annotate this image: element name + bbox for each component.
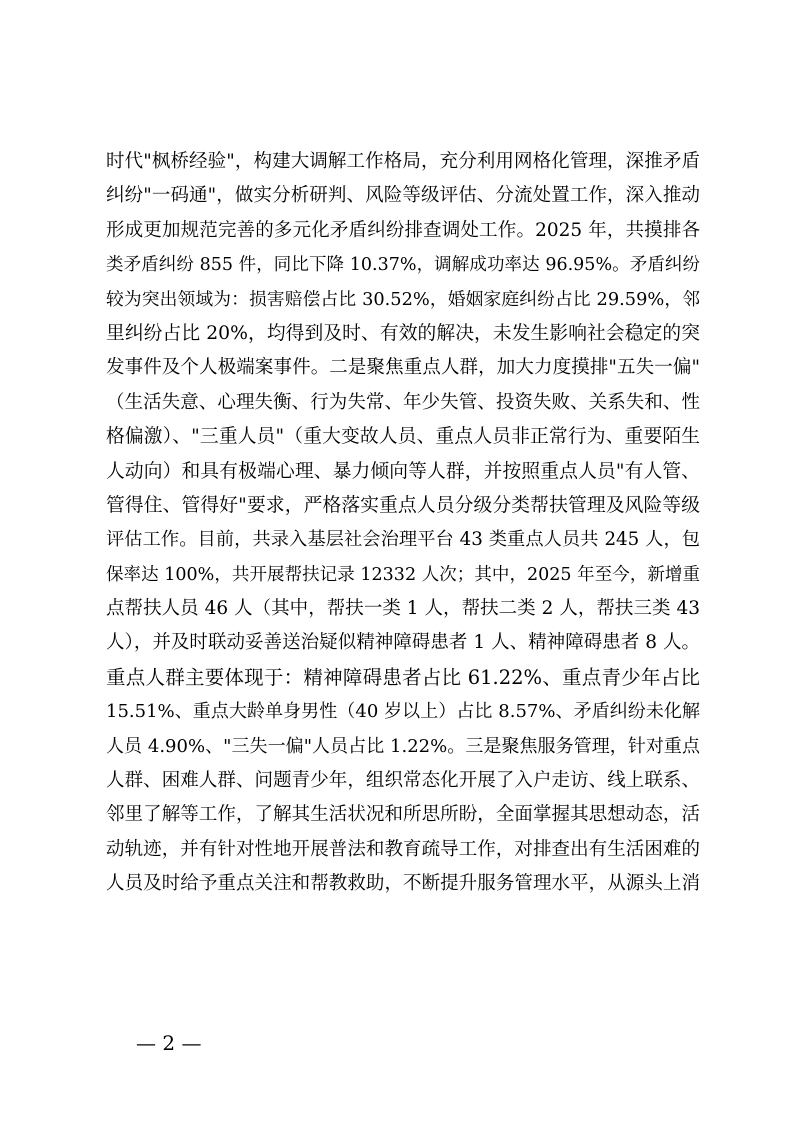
text-line: 类矛盾纠纷 855 件，同比下降 10.37%，调解成功率达 96.95%。矛盾纠纷 — [106, 255, 700, 276]
text-line: 管得住、管得好"要求，严格落实重点人员分级分类帮扶管理及风险等级 — [106, 494, 700, 516]
text-line: 形成更加规范完善的多元化矛盾纠纷排查调处工作。2025 年，共摸排各 — [106, 219, 700, 241]
text-line: 评估工作。目前，共录入基层社会治理平台 43 类重点人员共 245 人，包 — [106, 529, 700, 551]
text-line: 保率达 100%，共开展帮扶记录 12332 人次；其中，2025 年至今，新增重 — [106, 564, 700, 585]
page-number: — 2 — — [136, 1031, 202, 1055]
text-line: 点帮扶人员 46 人（其中，帮扶一类 1 人，帮扶二类 2 人，帮扶三类 43 — [106, 598, 700, 620]
text-line: 人），并及时联动妥善送治疑似精神障碍患者 1 人、精神障碍患者 8 人。 — [106, 632, 700, 654]
text-line: 15.51%、重点大龄单身男性（40 岁以上）占比 8.57%、矛盾纠纷未化解 — [106, 701, 700, 723]
body-text — [106, 145, 700, 902]
text-line: 里纠纷占比 20%，均得到及时、有效的解决，未发生影响社会稳定的突 — [106, 322, 700, 344]
text-line: 时代"枫桥经验"，构建大调解工作格局，充分利用网格化管理，深推矛盾 — [106, 151, 700, 172]
text-line: 发事件及个人极端案事件。二是聚焦重点人群，加大力度摸排"五失一偏" — [106, 357, 700, 379]
text-line: 较为突出领域为：损害赔偿占比 30.52%，婚姻家庭纠纷占比 29.59%，邻 — [106, 289, 700, 310]
text-line: 重点人群主要体现于：精神障碍患者占比 61.22%、重点青少年占比 — [106, 665, 700, 689]
text-line: 邻里了解等工作，了解其生活状况和所思所盼，全面掌握其思想动态，活 — [106, 804, 700, 826]
text-line: 人员 4.90%、"三失一偏"人员占比 1.22%。三是聚焦服务管理，针对重点 — [106, 735, 700, 757]
text-line: 动轨迹，并有针对性地开展普法和教育疏导工作，对排查出有生活困难的 — [106, 838, 700, 860]
text-line: （生活失意、心理失衡、行为失常、年少失管、投资失败、关系失和、性 — [106, 391, 700, 413]
text-line: 人群、困难人群、问题青少年，组织常态化开展了入户走访、线上联系、 — [106, 770, 700, 792]
text-line: 纠纷"一码通"，做实分析研判、风险等级评估、分流处置工作，深入推动 — [106, 185, 700, 207]
text-line: 格偏激）、"三重人员"（重大变故人员、重点人员非正常行为、重要陌生 — [106, 426, 700, 448]
text-line: 人员及时给予重点关注和帮教救助，不断提升服务管理水平，从源头上消 — [106, 873, 700, 895]
text-line: 人动向）和具有极端心理、暴力倾向等人群，并按照重点人员"有人管、 — [106, 460, 700, 482]
